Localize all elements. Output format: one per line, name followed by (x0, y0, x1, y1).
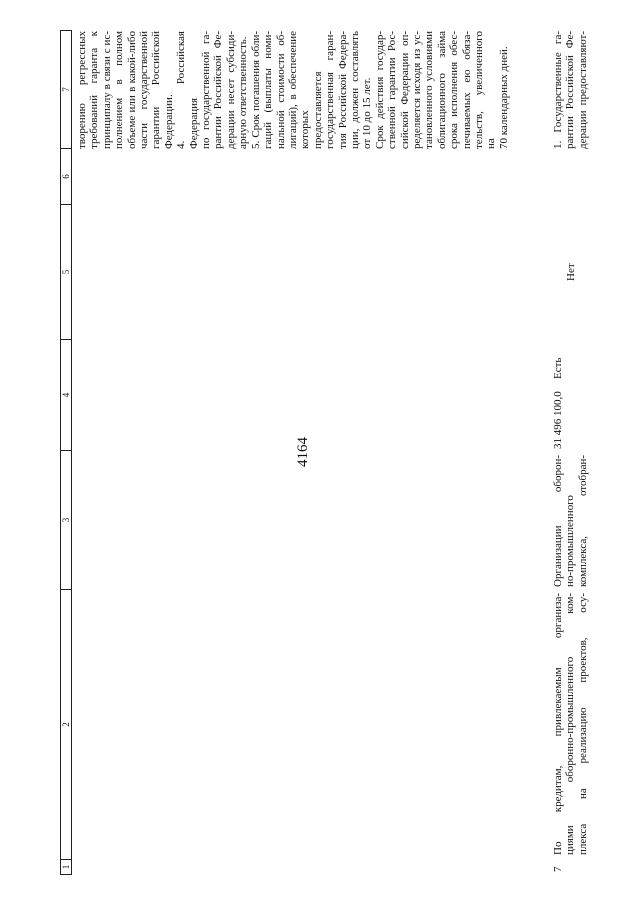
row6-col7-continuation: творению регрессных требований гаранта к принципалу в связи с ис- полнением в полном объеме или в какой-либо части государственной гарантии Российской Федерации. 4. Российская Федерация по государственной га- рантии Российской Фе- дерации несет субсиди- арную ответственность. 5. Срок погашения обли- гаций (выплаты номи- нальной стоимости об- лигаций), в обеспечение которых предоставляется государственная гаран- тия Российской Федера- ции, должен составлять от 10 до 15 лет. Срок действия государ- ственной гарантии Рос- сийской Федерации оп- ределяется исходя из ус- тановленного условиями облигационного займа срока исполнения обес- печиваемых ею обяза- тельств, увеличенного на 70 календарных дней. (76, 31, 510, 149)
row7-number: 7 (552, 866, 564, 872)
header-col-2: 2 (61, 590, 71, 860)
row7-category: Организации оборон- но-промышленного комплекса, отобран- (552, 455, 589, 587)
header-col-1: 1 (61, 864, 71, 870)
header-col-4: 4 (61, 340, 71, 451)
page-number: 4164 (295, 437, 311, 467)
header-col-6: 6 (61, 149, 71, 205)
row7-conditions: 1. Государственные га- рантии Российской Фе- дерации предоставляют- (552, 31, 589, 149)
row7-description: По кредитам, привлекаемым организа- циями оборонно-промышленного ком- плекса на реализацию проектов, осу- (552, 593, 589, 855)
table-header-row (60, 30, 72, 875)
row7-regress-flag: Есть (552, 357, 564, 379)
header-col-3: 3 (61, 451, 71, 590)
header-col-5: 5 (61, 205, 71, 340)
header-col-7: 7 (61, 31, 71, 149)
row7-amount: 31 496 100,0 (552, 391, 564, 449)
row7-check-flag: Нет (565, 263, 577, 281)
